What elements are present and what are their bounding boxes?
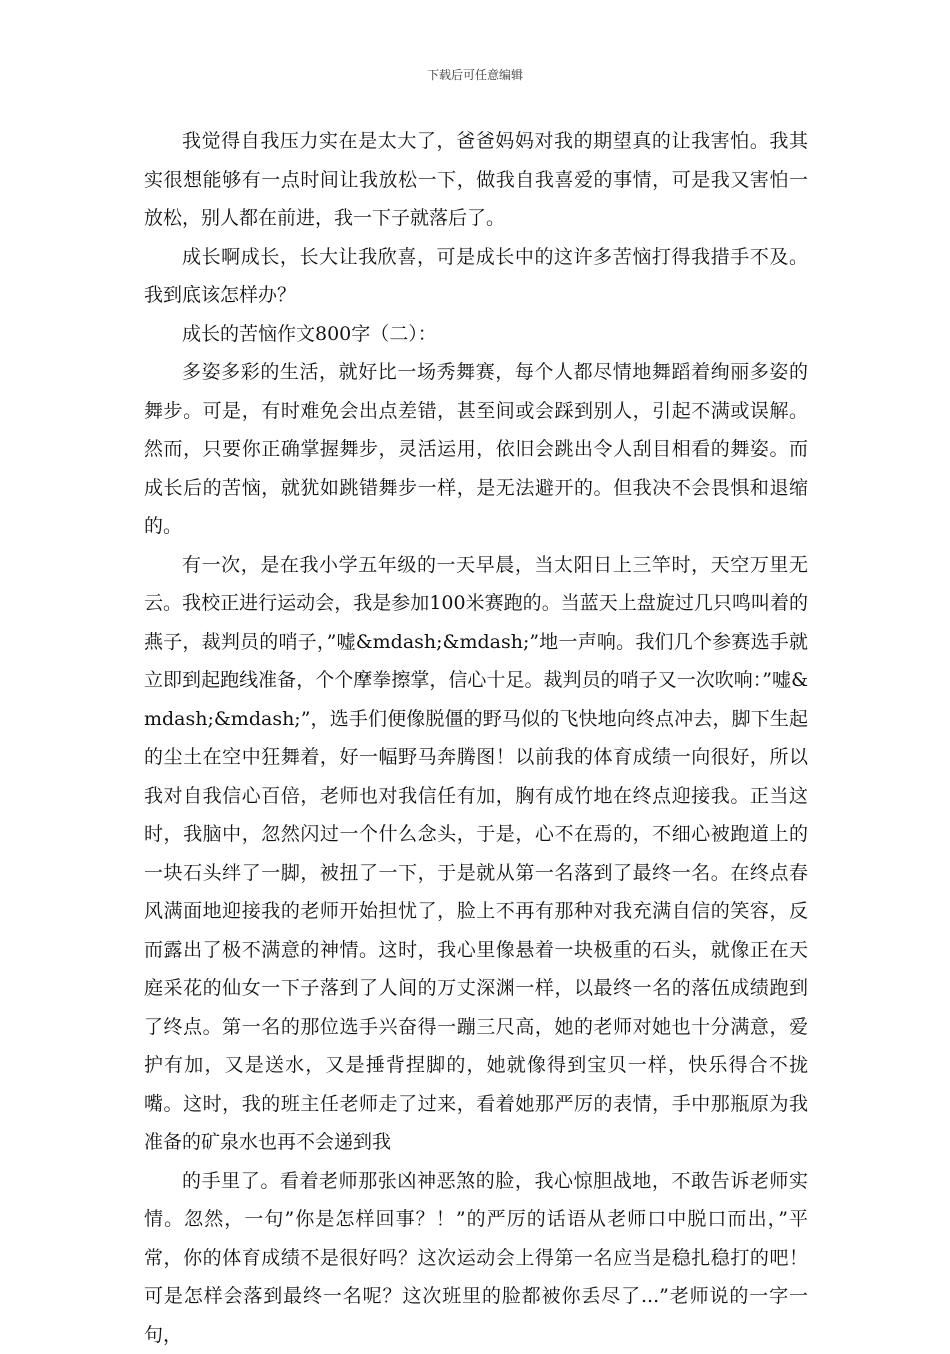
paragraph-1: 我觉得自我压力实在是太大了，爸爸妈妈对我的期望真的让我害怕。我其实很想能够有一点时间让我放松一下，做我自我喜爱的事情，可是我又害怕一放松，别人都在前进，我一下子就落后了。 (144, 122, 808, 238)
paragraph-2: 成长啊成长，长大让我欣喜，可是成长中的这许多苦恼打得我措手不及。我到底该怎样办？ (144, 238, 808, 315)
page-header: 下载后可任意编辑 (0, 66, 950, 83)
paragraph-5: 的手里了。看着老师那张凶神恶煞的脸，我心惊胆战地，不敢告诉老师实情。忽然，一句”你是怎样回事？！”的严厉的话语从老师口中脱口而出，”平常，你的体育成绩不是很好吗？这次运动会上得第一名应当是稳扎稳打的吧！可是怎样会落到最终一名呢？这次班里的脸都被你丢尽了...”老师说的一字一句， (144, 1162, 808, 1354)
document-body (144, 122, 808, 1354)
paragraph-4: 有一次，是在我小学五年级的一天早晨，当太阳日上三竿时，天空万里无云。我校正进行运动会，我是参加100米赛跑的。当蓝天上盘旋过几只鸣叫着的燕子，裁判员的哨子，”嘘&mdash;&mdash;”地一声响。我们几个参赛选手就立即到起跑线准备，个个摩拳擦掌，信心十足。裁判员的哨子又一次吹响：”嘘&mdash;&mdash;”，选手们便像脱僵的野马似的飞快地向终点冲去，脚下生起的尘土在空中狂舞着，好一幅野马奔腾图！以前我的体育成绩一向很好，所以我对自我信心百倍，老师也对我信任有加，胸有成竹地在终点迎接我。正当这时，我脑中，忽然闪过一个什么念头，于是，心不在焉的，不细心被跑道上的一块石头绊了一脚，被扭了一下，于是就从第一名落到了最终一名。在终点春风满面地迎接我的老师开始担忧了，脸上不再有那种对我充满自信的笑容，反而露出了极不满意的神情。这时，我心里像悬着一块极重的石头，就像正在天庭采花的仙女一下子落到了人间的万丈深渊一样，以最终一名的落伍成绩跑到了终点。第一名的那位选手兴奋得一蹦三尺高，她的老师对她也十分满意，爱护有加，又是送水，又是捶背捏脚的，她就像得到宝贝一样，快乐得合不拢嘴。这时，我的班主任老师走了过来，看着她那严厉的表情，手中那瓶原为我准备的矿泉水也再不会递到我 (144, 546, 808, 1162)
section-heading: 成长的苦恼作文800字（二）： (144, 315, 808, 354)
paragraph-3: 多姿多彩的生活，就好比一场秀舞赛，每个人都尽情地舞蹈着绚丽多姿的舞步。可是，有时难免会出点差错，甚至间或会踩到别人，引起不满或误解。然而，只要你正确掌握舞步，灵活运用，依旧会跳出令人刮目相看的舞姿。而成长后的苦恼，就犹如跳错舞步一样，是无法避开的。但我决不会畏惧和退缩的。 (144, 353, 808, 546)
